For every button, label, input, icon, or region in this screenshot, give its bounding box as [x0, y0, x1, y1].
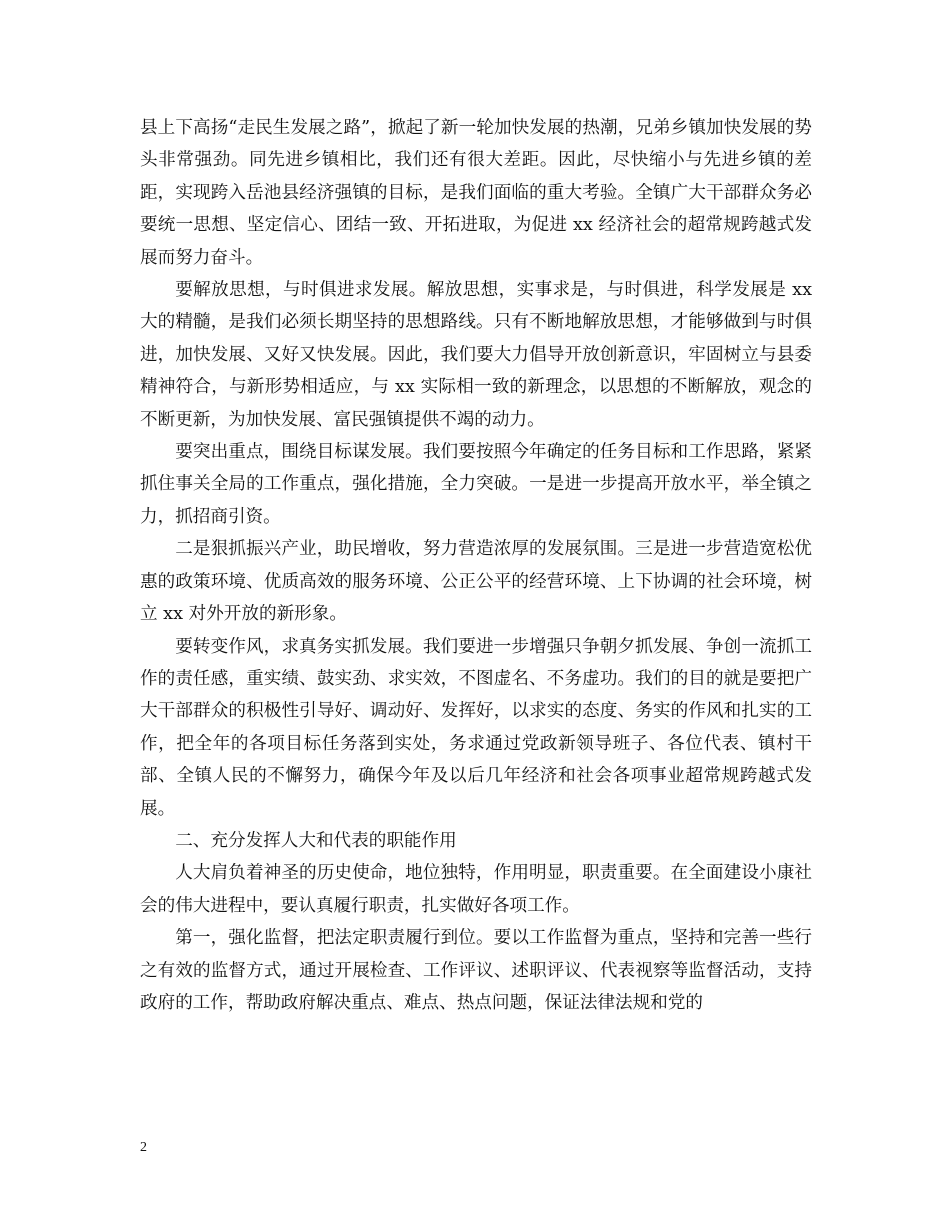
paragraph-3: 要突出重点，围绕目标谋发展。我们要按照今年确定的任务目标和工作思路，紧紧抓住事关全局的工作重点，强化措施，全力突破。一是进一步提高开放水平，举全镇之力，抓招商引资。 — [140, 442, 812, 527]
paragraph-7: 第一，强化监督，把法定职责履行到位。要以工作监督为重点，坚持和完善一些行之有效的监督方式，通过开展检查、工作评议、述职评议、代表视察等监督活动，支持政府的工作，帮助政府解决重点、难点、热点问题，保证法律法规和党的 — [140, 928, 812, 1013]
paragraph-4: 二是狠抓振兴产业，助民增收，努力营造浓厚的发展氛围。三是进一步营造宽松优惠的政策环境、优质高效的服务环境、公正公平的经营环境、上下协调的社会环境，树立 xx 对外开放的新形象。 — [140, 539, 812, 625]
document-body — [140, 112, 812, 1019]
paragraph-5: 要转变作风，求真务实抓发展。我们要进一步增强只争朝夕抓发展、争创一流抓工作的责任感，重实绩、鼓实劲、求实效，不图虚名、不务虚功。我们的目的就是要把广大干部群众的积极性引导好、调动好、发挥好，以求实的态度、务实的作风和扎实的工作，把全年的各项目标任务落到实处，务求通过党政新领导班子、各位代表、镇村干部、全镇人民的不懈努力，确保今年及以后几年经济和社会各项事业超常规跨越式发展。 — [140, 636, 812, 819]
page-number: 2 — [140, 1140, 147, 1155]
paragraph-1: 县上下高扬“走民生发展之路”，掀起了新一轮加快发展的热潮，兄弟乡镇加快发展的势头非常强劲。同先进乡镇相比，我们还有很大差距。因此，尽快缩小与先进乡镇的差距，实现跨入岳池县经济强镇的目标，是我们面临的重大考验。全镇广大干部群众务必要统一思想、坚定信心、团结一致、开拓进取，为促进 xx 经济社会的超常规跨越式发展而努力奋斗。 — [140, 118, 812, 268]
section-heading: 二、充分发挥人大和代表的职能作用 — [175, 830, 457, 851]
paragraph-2: 要解放思想，与时俱进求发展。解放思想，实事求是，与时俱进，科学发展是 xx 大的精髓，是我们必须长期坚持的思想路线。只有不断地解放思想，才能够做到与时俱进，加快发展、又好又快发展。因此，我们要大力倡导开放创新意识，牢固树立与县委精神符合，与新形势相适应，与 xx 实际相一致的新理念，以思想的不断解放，观念的不断更新，为加快发展、富民强镇提供不竭的动力。 — [140, 280, 812, 430]
paragraph-6: 人大肩负着神圣的历史使命，地位独特，作用明显，职责重要。在全面建设小康社会的伟大进程中，要认真履行职责，扎实做好各项工作。 — [140, 863, 812, 916]
